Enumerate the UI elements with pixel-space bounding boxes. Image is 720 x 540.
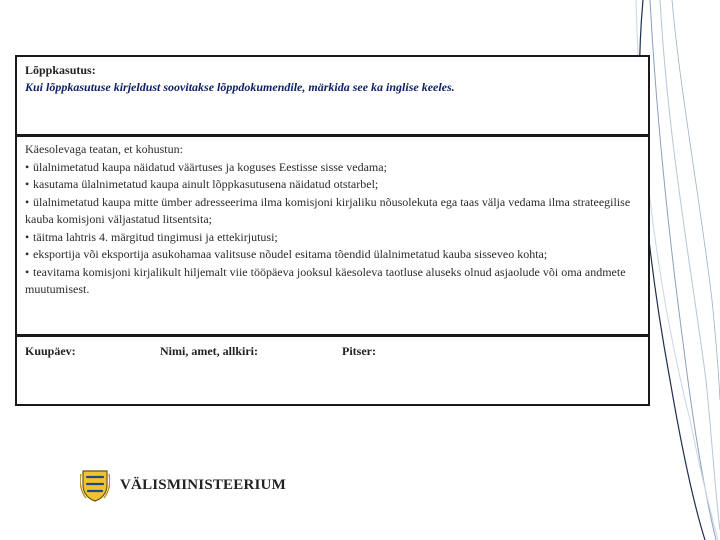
coat-of-arms-icon (80, 468, 110, 502)
commitment-item: • kasutama ülalnimetatud kaupa ainult lõppkasutusena näidatud otstarbel; (25, 176, 640, 194)
commitment-item: • teavitama komisjoni kirjalikult hiljemalt viie tööpäeva jooksul käesoleva taotluse aluseks olnud asjaolude või oma andmete muutumisest. (25, 264, 626, 296)
commitment-item: • ülalnimetatud kaupa mitte ümber adresseerima ilma komisjoni kirjaliku nõusolekuta ega taas välja vedama ilma strateegilise kauba komisjoni väljastatud litsentsita; (25, 194, 631, 226)
commitment-item: • täitma lahtris 4. märgitud tingimusi ja ettekirjutusi; (25, 229, 640, 247)
end-use-section (17, 57, 648, 137)
signature-section (17, 337, 648, 404)
bullet-icon: • (25, 229, 30, 244)
bullet-icon: • (25, 247, 30, 261)
ministry-logo (80, 466, 290, 506)
ministry-name: VÄLISMINISTEERIUM (120, 477, 286, 493)
bullet-icon: • (25, 159, 30, 174)
stamp-label: Pitser: (342, 344, 376, 358)
commitment-section (17, 137, 648, 337)
bullet-icon: • (25, 177, 30, 191)
declaration-form (15, 55, 650, 406)
name-title-signature-label: Nimi, amet, allkiri: (160, 344, 258, 358)
commitment-text (25, 141, 640, 299)
commitment-item: • ülalnimetatud kaupa näidatud väärtuses ja koguses Eestisse sisse vedama; (25, 159, 640, 177)
commitment-item: • eksportija või eksportija asukohamaa valitsuse nõudel esitama tõendid ülalnimetatud kauba sisseveo kohta; (25, 246, 640, 264)
end-use-title: Lõppkasutus: (25, 63, 96, 77)
bullet-icon: • (25, 264, 30, 279)
end-use-hint: Kui lõppkasutuse kirjeldust soovitakse lõppdokumendile, märkida see ka inglise keeles. (25, 80, 455, 94)
date-label: Kuupäev: (25, 344, 76, 358)
commitment-intro: Käesolevaga teatan, et kohustun: (25, 142, 183, 156)
bullet-icon: • (25, 194, 30, 209)
